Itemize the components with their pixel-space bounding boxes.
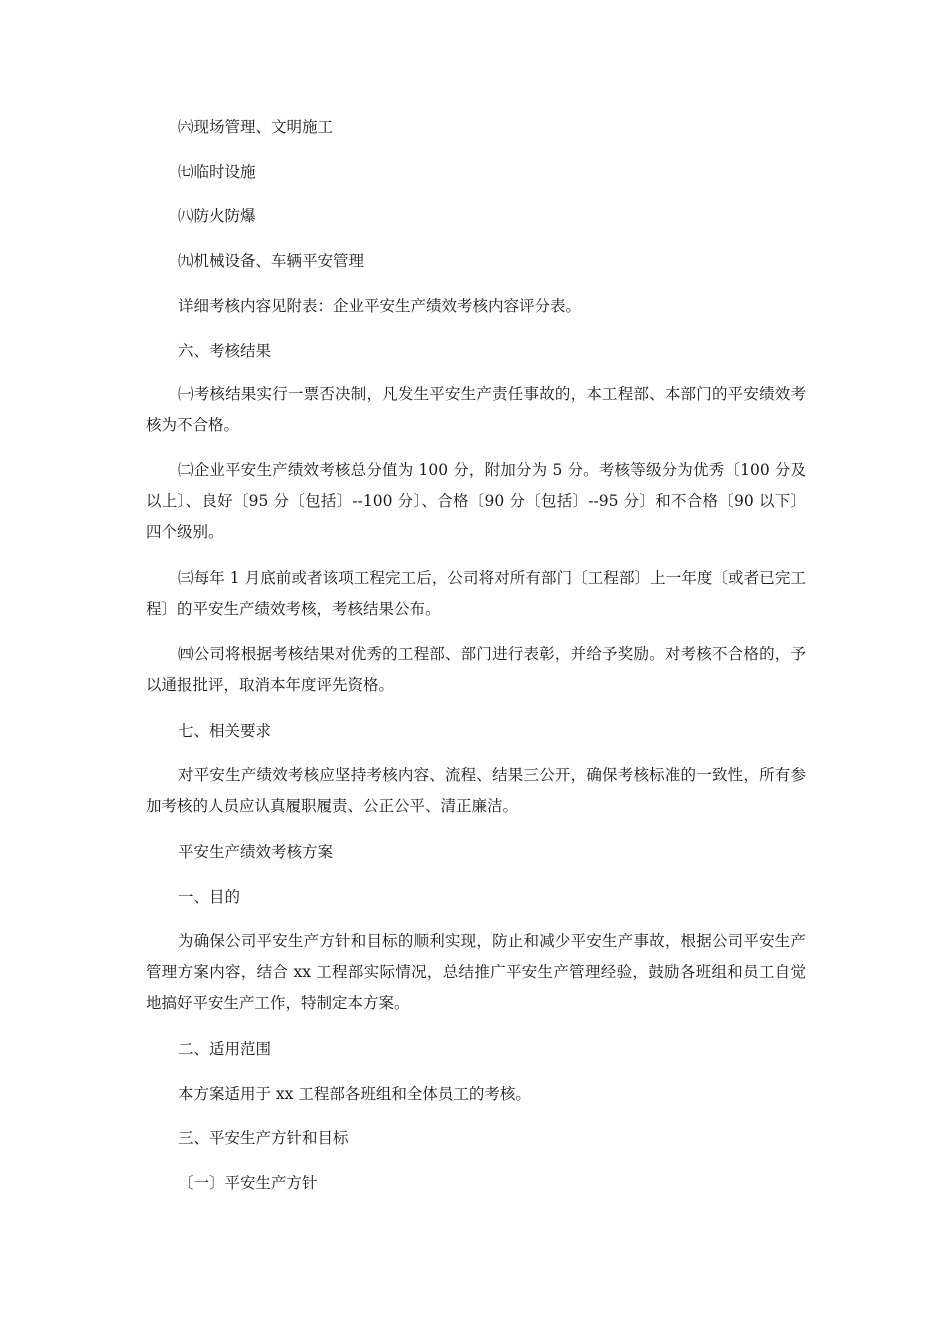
heading-purpose: 一、目的 [178,888,241,906]
item-fire-explosion: ㈧防火防爆 [178,207,256,225]
subheading-safety-policy: 〔一〕平安生产方针 [178,1174,318,1192]
item-temporary-facilities: ㈦临时设施 [178,163,256,181]
requirements-paragraph: 对平安生产绩效考核应坚持考核内容、流程、结果三公开，确保考核标准的一致性，所有参加考核的人员应认真履职履责、公正公平、清正廉洁。 [146,766,806,815]
purpose-paragraph: 为确保公司平安生产方针和目标的顺利实现，防止和减少平安生产事故，根据公司平安生产管理方案内容，结合 xx 工程部实际情况，总结推广平安生产管理经验，鼓励各班组和员工自觉地搞好平安生产工作，特制定本方案。 [146,932,806,1012]
result-paragraph-3: ㈢每年 1 月底前或者该项工程完工后，公司将对所有部门〔工程部〕上一年度〔或者已完工程〕的平安生产绩效考核，考核结果公布。 [146,569,806,618]
heading-assessment-results: 六、考核结果 [178,342,272,360]
plan-title: 平安生产绩效考核方案 [178,843,334,861]
item-site-management: ㈥现场管理、文明施工 [178,118,334,136]
item-machinery-vehicles: ㈨机械设备、车辆平安管理 [178,252,365,270]
result-paragraph-4: ㈣公司将根据考核结果对优秀的工程部、部门进行表彰，并给予奖励。对考核不合格的，予以通报批评，取消本年度评先资格。 [146,645,806,694]
heading-requirements: 七、相关要求 [178,722,272,740]
scope-paragraph: 本方案适用于 xx 工程部各班组和全体员工的考核。 [178,1085,531,1103]
heading-scope: 二、适用范围 [178,1040,272,1058]
result-paragraph-2: ㈡企业平安生产绩效考核总分值为 100 分，附加分为 5 分。考核等级分为优秀〔100 分及以上〕、良好〔95 分〔包括〕--100 分〕、合格〔90 分〔包括〕--95 分〕和不合格〔90 以下〕四个级别。 [146,461,806,541]
appendix-note: 详细考核内容见附表：企业平安生产绩效考核内容评分表。 [178,297,582,315]
heading-policy-goals: 三、平安生产方针和目标 [178,1129,349,1147]
result-paragraph-1: ㈠考核结果实行一票否决制，凡发生平安生产责任事故的，本工程部、本部门的平安绩效考核为不合格。 [146,385,806,434]
